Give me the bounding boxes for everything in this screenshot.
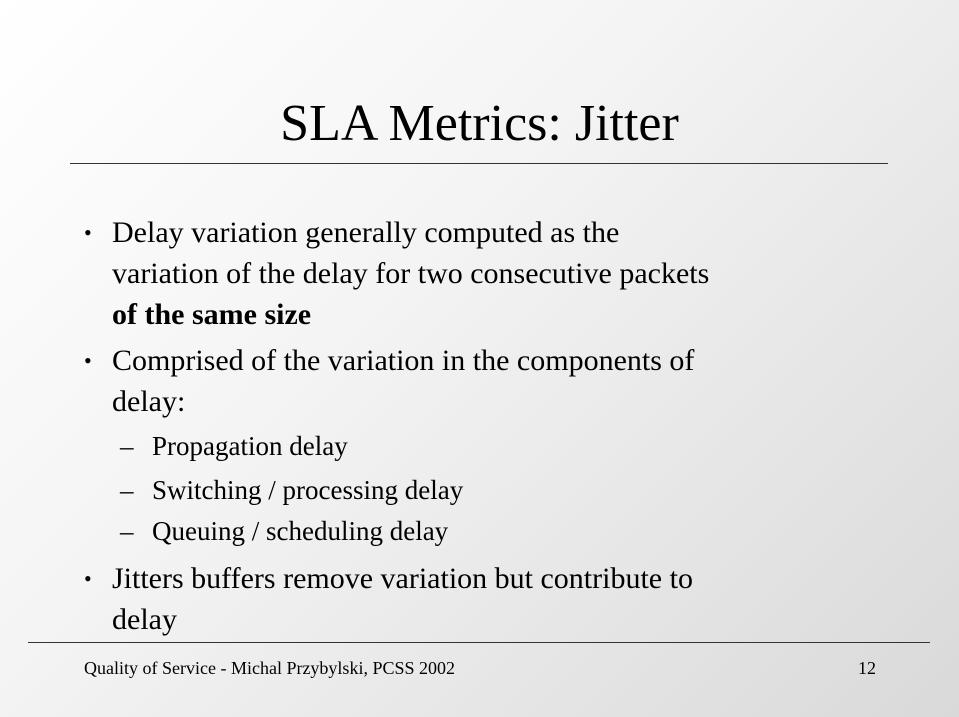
bullet-line: Comprised of the variation in the components of (112, 344, 695, 377)
bullet-line: delay: (112, 385, 186, 418)
bullet-icon: • (84, 220, 92, 245)
bullet-line: delay (112, 603, 177, 636)
bullet-icon: • (84, 348, 92, 373)
sub-bullet-item (120, 472, 852, 508)
footer-caption: Quality of Service - Michal Przybylski, PCSS 2002 (84, 658, 455, 678)
sub-bullet-item (120, 428, 852, 464)
footer-divider (28, 642, 930, 643)
bullet-line: Delay variation generally computed as the (112, 216, 620, 249)
bullet-line: variation of the delay for two consecutive packets (112, 257, 710, 290)
bullet-icon: • (84, 566, 92, 591)
dash-icon: – (120, 431, 134, 461)
sub-bullet-label: Switching / processing delay (152, 475, 464, 505)
bullet-item (84, 212, 892, 335)
bullet-item (84, 340, 892, 422)
page-number: 12 (858, 658, 876, 678)
sub-bullet-label: Queuing / scheduling delay (152, 516, 449, 546)
bullet-line: Jitters buffers remove variation but contribute to (112, 562, 693, 595)
slide-title: SLA Metrics: Jitter (280, 95, 679, 152)
sub-bullet-label: Propagation delay (152, 431, 348, 461)
sub-bullet-item (120, 513, 852, 549)
bullet-line-emphasis: of the same size (112, 298, 312, 331)
dash-icon: – (120, 475, 134, 505)
bullet-item (84, 558, 892, 640)
dash-icon: – (120, 516, 134, 546)
